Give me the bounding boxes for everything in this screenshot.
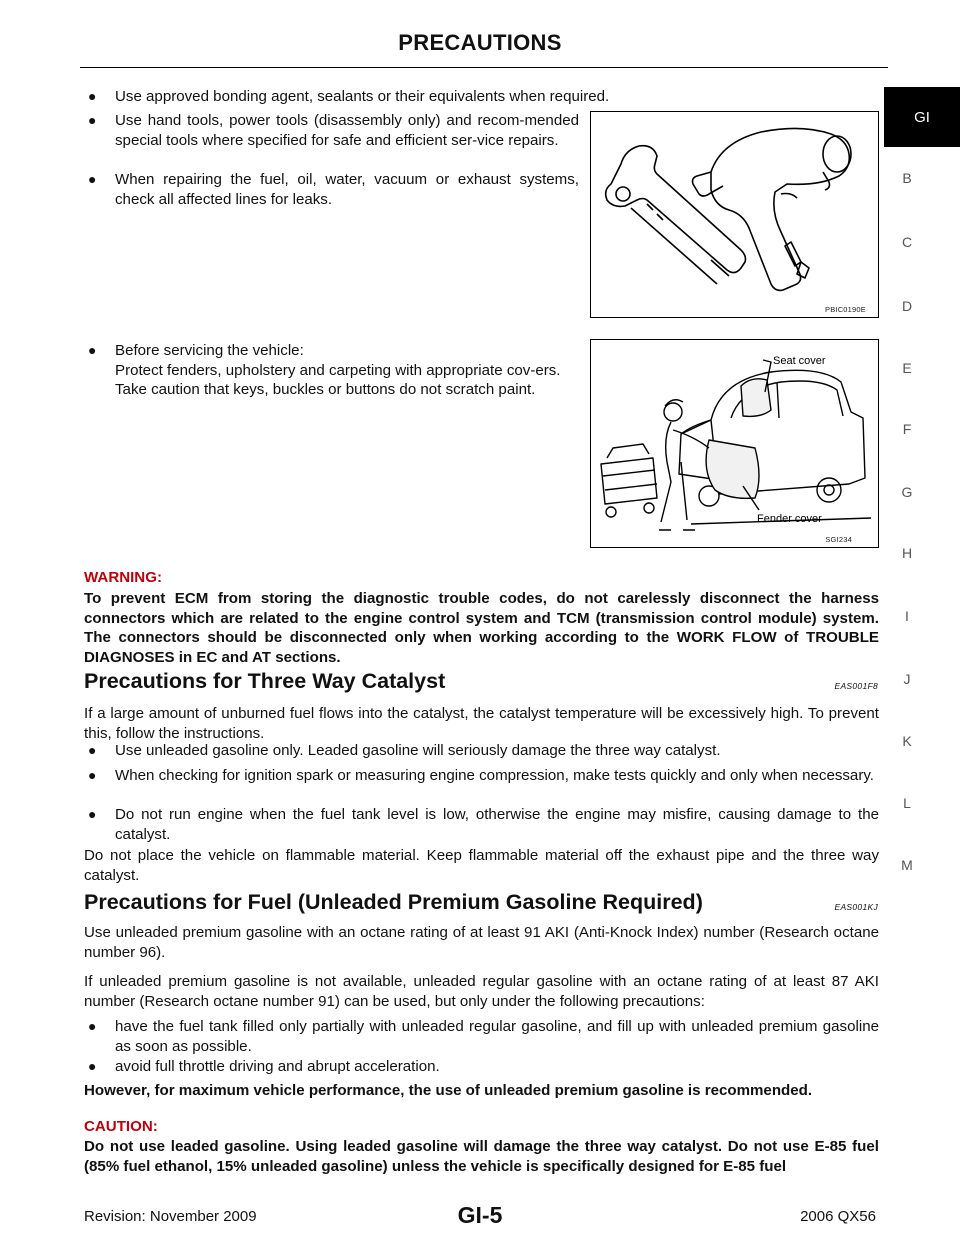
side-letter-m[interactable]: M: [901, 857, 913, 873]
warning-text: To prevent ECM from storing the diagnostic trouble codes, do not carelessly disconnect the harness connectors which are related to the engine control system and TCM (transmission control module) system. The connectors should be disconnected only when working according to the WORK FLOW of TROUBLE DIAGNOSES in EC and AT sections.: [84, 590, 879, 666]
warning-label: WARNING:: [84, 569, 162, 586]
bullet-dot: ●: [88, 88, 97, 104]
side-letter-h[interactable]: H: [901, 545, 913, 561]
catalyst-intro: If a large amount of unburned fuel flows into the catalyst, the catalyst temperature will be excessively high. To prevent this, follow the instructions.: [84, 705, 879, 742]
bullet-dot: ●: [88, 342, 97, 358]
catalyst-bullet-3: ● Do not run engine when the fuel tank level is low, otherwise the engine may misfire, causing damage to the catalyst.: [88, 806, 879, 843]
car-service-illustration: [591, 340, 878, 547]
side-letter-l[interactable]: L: [903, 795, 911, 811]
side-tab-gi[interactable]: GI: [884, 87, 960, 147]
label-fender-cover: Fender cover: [757, 513, 822, 525]
fuel-paragraph-2: If unleaded premium gasoline is not available, unleaded regular gasoline with an octane rating of at least 87 AKI number (Research octane number 91) can be used, but only under the following precautions:: [84, 973, 879, 1010]
label-seat-cover: Seat cover: [773, 355, 826, 367]
footer-revision: Revision: November 2009: [84, 1208, 257, 1225]
header-divider: [80, 67, 888, 68]
side-letter-e[interactable]: E: [902, 360, 912, 376]
side-letter-g[interactable]: G: [901, 484, 913, 500]
side-letter-i[interactable]: I: [905, 608, 909, 624]
section-title-catalyst: Precautions for Three Way Catalyst: [84, 669, 446, 693]
fuel-bullet-2: ● avoid full throttle driving and abrupt acceleration.: [88, 1058, 440, 1075]
intro-bullet-2: ● Use hand tools, power tools (disassembly only) and recom-mended special tools where specified for safe and efficient ser-vice repairs.: [88, 112, 579, 149]
section-title-fuel: Precautions for Fuel (Unleaded Premium Gasoline Required): [84, 890, 703, 914]
fuel-bold-note: However, for maximum vehicle performance, the use of unleaded premium gasoline is recommended.: [84, 1082, 813, 1099]
footer-model: 2006 QX56: [800, 1208, 876, 1225]
figure-code-car: SGI234: [825, 535, 852, 544]
caution-label: CAUTION:: [84, 1118, 158, 1135]
footer-page-number: GI-5: [457, 1202, 503, 1228]
side-letter-k[interactable]: K: [902, 733, 912, 749]
tools-illustration: [591, 112, 878, 317]
bullet-dot: ●: [88, 1018, 97, 1034]
bullet-dot: ●: [88, 767, 97, 783]
figure-seat-fender-covers: [590, 339, 879, 548]
catalyst-bullet-2: ● When checking for ignition spark or measuring engine compression, make tests quickly and only when necessary.: [88, 767, 874, 784]
side-letter-f[interactable]: F: [902, 421, 912, 437]
figure-code-tools: PBIC0190E: [825, 305, 866, 314]
section-code-catalyst: EAS001F8: [834, 681, 878, 691]
side-letter-d[interactable]: D: [901, 298, 913, 314]
side-letter-b[interactable]: B: [902, 170, 912, 186]
fuel-paragraph-1: Use unleaded premium gasoline with an octane rating of at least 91 AKI (Anti-Knock Index) number (Research octane number 96).: [84, 924, 879, 961]
bullet-dot: ●: [88, 742, 97, 758]
bullet-dot: ●: [88, 806, 97, 822]
catalyst-outro: Do not place the vehicle on flammable material. Keep flammable material off the exhaust pipe and the three way catalyst.: [84, 847, 879, 884]
intro-bullet-1: ● Use approved bonding agent, sealants or their equivalents when required.: [88, 88, 610, 105]
caution-text: Do not use leaded gasoline. Using leaded gasoline will damage the three way catalyst. Do not use E-85 fuel (85% fuel ethanol, 15% unleaded gasoline) unless the vehicle is specifically designed for E-85 fuel: [84, 1138, 879, 1175]
bullet-dot: ●: [88, 1058, 97, 1074]
fuel-bullet-1: ● have the fuel tank filled only partially with unleaded regular gasoline, and fill up with unleaded premium gasoline as soon as possible.: [88, 1018, 879, 1055]
section-code-fuel: EAS001KJ: [834, 902, 878, 912]
side-letter-j[interactable]: J: [903, 671, 911, 687]
catalyst-bullet-1: ● Use unleaded gasoline only. Leaded gasoline will seriously damage the three way catalyst.: [88, 742, 721, 759]
side-letter-c[interactable]: C: [901, 234, 913, 250]
figure-hand-power-tools: [590, 111, 879, 318]
page-title: PRECAUTIONS: [398, 30, 562, 55]
servicing-bullet: ● Before servicing the vehicle: Protect fenders, upholstery and carpeting with appropriate cov-ers. Take caution that keys, buckles or buttons do not scratch paint.: [88, 342, 561, 398]
bullet-dot: ●: [88, 112, 97, 128]
bullet-dot: ●: [88, 171, 97, 187]
intro-bullet-3: ● When repairing the fuel, oil, water, vacuum or exhaust systems, check all affected lines for leaks.: [88, 171, 579, 208]
